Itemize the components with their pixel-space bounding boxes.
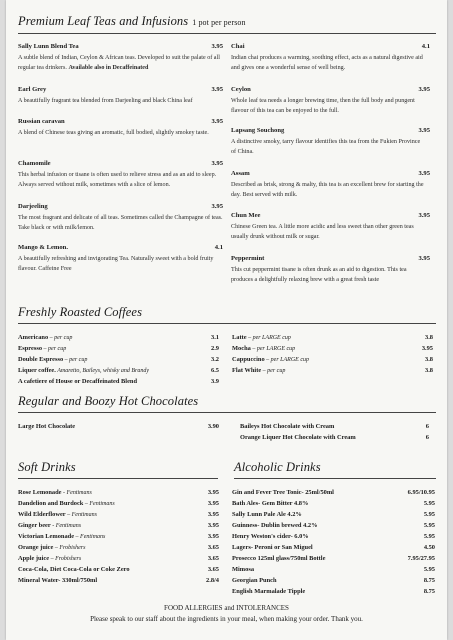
tea-price: 3.95 xyxy=(211,203,223,210)
item-name: Baileys Hot Chocolate with Cream xyxy=(240,423,335,430)
tea-description-text: A blend of Chinese teas giving an aromatic, full bodied, slightly smokey taste. xyxy=(18,130,209,136)
tea-description xyxy=(18,96,223,106)
menu-item xyxy=(232,334,291,341)
coffees-divider xyxy=(18,323,436,324)
menu-item xyxy=(18,334,72,341)
menu-item xyxy=(232,522,317,529)
item-price: 3.1 xyxy=(211,334,219,341)
item-price: 3.65 xyxy=(207,566,219,573)
tea-description xyxy=(18,53,223,73)
menu-item xyxy=(232,566,254,573)
tea-description xyxy=(231,265,426,285)
menu-item xyxy=(18,378,137,385)
tea-description xyxy=(231,222,426,242)
item-price: 3.95 xyxy=(207,511,219,518)
item-name: Sally Lunn Pale Ale 4.2% xyxy=(232,511,302,518)
item-price: 6.95/10.95 xyxy=(407,489,435,496)
item-price: 3.95 xyxy=(207,500,219,507)
menu-item xyxy=(18,522,81,529)
tea-description xyxy=(18,213,223,233)
alcohol-title: Alcoholic Drinks xyxy=(234,460,321,474)
tea-name: Assam xyxy=(231,170,250,177)
item-price: 3.65 xyxy=(207,555,219,562)
item-price: 6 xyxy=(425,423,429,430)
tea-price: 3.95 xyxy=(418,86,430,93)
tea-description xyxy=(18,170,223,190)
item-name: English Marmalade Tipple xyxy=(232,588,306,595)
item-price: 7.95/27.95 xyxy=(407,555,435,562)
menu-item xyxy=(232,588,305,595)
tea-name: Ceylon xyxy=(231,86,251,93)
item-name: Americano xyxy=(18,334,49,341)
chocolates-title: Regular and Boozy Hot Chocolates xyxy=(18,394,199,408)
tea-description-text: Whole leaf tea needs a longer brewing time, then the full body and pungent flavour of this tea can be enjoyed to the full. xyxy=(231,98,415,114)
item-note: – Frobishers xyxy=(53,545,86,551)
teas-title: Premium Leaf Teas and Infusions 1 pot per person xyxy=(18,14,246,28)
item-note: – Frobishers xyxy=(49,556,82,562)
menu-item xyxy=(232,367,285,374)
item-note: – Fentimans xyxy=(74,534,106,540)
item-name: Espresso xyxy=(18,345,43,352)
item-note: – Fentimans xyxy=(83,501,115,507)
tea-description-text: This herbal infusion or tisane is often used to relieve stress and as an aid to sleep. Always served without milk, sometimes with a slice of lemon. xyxy=(18,172,217,188)
item-price: 3.90 xyxy=(207,423,219,430)
tea-name: Chai xyxy=(231,43,245,50)
menu-item xyxy=(18,533,105,540)
tea-name: Darjeeling xyxy=(18,203,48,210)
tea-description xyxy=(18,254,223,274)
item-note: – Fentimans xyxy=(65,512,97,518)
menu-item xyxy=(232,511,302,518)
item-name: Mimosa xyxy=(232,566,255,573)
item-name: Rose Lemonade xyxy=(18,489,62,496)
item-name: Apple juice xyxy=(18,555,50,562)
item-name: Wild Elderflower xyxy=(18,511,66,518)
menu-item xyxy=(240,434,356,441)
item-name: Dandelion and Burdock xyxy=(18,500,84,507)
item-price: 3.2 xyxy=(211,356,219,363)
item-price: 3.95 xyxy=(421,345,433,352)
item-price: 8.75 xyxy=(423,577,435,584)
item-note: – per cup xyxy=(63,357,88,363)
tea-description-text: A subtle blend of Indian, Ceylon & African teas. Developed to suit the palate of all regular tea drinkers. xyxy=(18,55,220,71)
tea-description-text: Described as brisk, strong & malty, this tea is an excellent brew for starting the day. Best served with milk. xyxy=(231,182,424,198)
tea-description xyxy=(231,96,426,116)
item-name: Georgian Punch xyxy=(232,577,277,584)
alcohol-divider xyxy=(234,478,436,479)
menu-item xyxy=(18,500,115,507)
item-note: – per LARGE cup xyxy=(250,346,296,352)
tea-price: 4.1 xyxy=(421,43,430,50)
tea-description-text: A beautifully refreshing and invigorating Tea. Naturally sweet with a bold fruity flavour. Caffeine Free xyxy=(18,256,214,272)
item-price: 5.95 xyxy=(423,533,435,540)
item-name: Bath Ales- Gem Bitter 4.8% xyxy=(232,500,309,507)
coffees-title: Freshly Roasted Coffees xyxy=(18,305,143,319)
item-name: Mineral Water- 330ml/750ml xyxy=(18,577,98,584)
menu-item xyxy=(232,555,325,562)
item-price: 5.95 xyxy=(423,566,435,573)
tea-description-text: A distinctive smoky, tarry flavour identifies this tea from the Fukien Province of China. xyxy=(231,139,421,155)
menu-item xyxy=(18,577,97,584)
item-price: 3.8 xyxy=(425,334,433,341)
item-price: 2.9 xyxy=(211,345,219,352)
item-price: 3.95 xyxy=(207,533,219,540)
item-price: 5.95 xyxy=(423,500,435,507)
menu-item xyxy=(18,367,149,374)
tea-description xyxy=(18,128,223,138)
menu-item xyxy=(232,577,277,584)
menu-item xyxy=(18,345,66,352)
item-price: 5.95 xyxy=(423,511,435,518)
menu-item xyxy=(18,566,130,573)
chocolates-divider xyxy=(18,412,436,413)
item-price: 3.65 xyxy=(207,544,219,551)
menu-item xyxy=(232,544,313,551)
tea-price: 3.95 xyxy=(211,160,223,167)
teas-divider xyxy=(18,33,436,34)
tea-name: Russian caravan xyxy=(18,118,65,125)
tea-price: 3.95 xyxy=(418,255,430,262)
menu-item xyxy=(18,423,75,430)
item-price: 6 xyxy=(425,434,429,441)
item-name: Orange Liquer Hot Chocolate with Cream xyxy=(240,434,356,441)
tea-name: Chun Mee xyxy=(231,212,261,219)
decaf-note: Available also in Decaffeinated xyxy=(68,65,149,71)
teas-subtitle: 1 pot per person xyxy=(192,18,246,27)
soft-drinks-title: Soft Drinks xyxy=(18,460,76,474)
item-price: 3.9 xyxy=(211,378,219,385)
menu-item xyxy=(232,356,309,363)
item-price: 2.8/4 xyxy=(206,577,219,584)
item-name: Liquer coffee. xyxy=(18,367,56,374)
menu-page xyxy=(6,0,447,640)
menu-item xyxy=(18,544,85,551)
item-note: Amaretto, Baileys, whisky and Brandy xyxy=(55,368,150,374)
item-price: 4.50 xyxy=(423,544,435,551)
tea-description-text: The most fragrant and delicate of all teas. Sometimes called the Champagne of teas. Take black or with milk/lemon. xyxy=(18,215,223,231)
item-name: Prosecco 125ml glass/750ml Bottle xyxy=(232,555,326,562)
item-name: Guinness- Dublin brewed 4.2% xyxy=(232,522,318,529)
item-note: – per cup xyxy=(42,346,67,352)
tea-name: Earl Grey xyxy=(18,86,47,93)
item-name: Mocha xyxy=(232,345,251,352)
menu-item xyxy=(232,345,295,352)
item-price: 3.95 xyxy=(207,522,219,529)
tea-description xyxy=(231,180,426,200)
item-price: 8.75 xyxy=(423,588,435,595)
tea-description-text: Chinese Green tea. A little more acidic and less sweet than other green teas usually drunk without milk or sugar. xyxy=(231,224,414,240)
allergy-heading: FOOD ALLERGIES and INTOLERANCES xyxy=(164,604,289,612)
allergy-notice: Please speak to our staff about the ingredients in your meal, when making your order. Thank you. xyxy=(90,615,363,623)
item-name: Coca-Cola, Diet Coca-Cola or Coke Zero xyxy=(18,566,130,573)
tea-price: 3.95 xyxy=(211,43,223,50)
menu-item xyxy=(18,356,87,363)
tea-description xyxy=(231,137,426,157)
item-name: Ginger beer xyxy=(18,522,51,529)
item-price: 5.95 xyxy=(423,522,435,529)
item-note: – per LARGE cup xyxy=(246,335,291,341)
menu-item xyxy=(240,423,334,430)
menu-item xyxy=(232,489,334,496)
item-name: Flat White xyxy=(232,367,262,374)
item-name: Victorian Lemonade xyxy=(18,533,75,540)
tea-price: 3.95 xyxy=(418,170,430,177)
item-name: A cafetiere of House or Decaffeinated Blend xyxy=(18,378,138,385)
tea-name: Mango & Lemon. xyxy=(18,244,69,251)
item-note: – per cup xyxy=(48,335,73,341)
menu-item xyxy=(18,555,81,562)
item-note: – per cup xyxy=(261,368,286,374)
item-name: Henry Weston's cider- 6.0% xyxy=(232,533,309,540)
item-note: - Fentimans xyxy=(61,490,92,496)
menu-item xyxy=(232,533,309,540)
tea-price: 4.1 xyxy=(214,244,223,251)
tea-price: 3.95 xyxy=(418,127,430,134)
item-price: 3.95 xyxy=(207,489,219,496)
menu-item xyxy=(18,511,97,518)
item-name: Cappuccino xyxy=(232,356,265,363)
tea-description-text: A beautifully fragrant tea blended from Darjeeling and black China leaf xyxy=(18,98,193,104)
tea-name: Peppermint xyxy=(231,255,265,262)
item-name: Large Hot Chocolate xyxy=(18,423,76,430)
item-name: Double Espresso xyxy=(18,356,64,363)
item-price: 6.5 xyxy=(211,367,219,374)
tea-price: 3.95 xyxy=(211,86,223,93)
tea-price: 3.95 xyxy=(418,212,430,219)
tea-description-text: This cut peppermint tisane is often drunk as an aid to digestion. This tea produces a delightfully relaxing brew with a great fresh taste xyxy=(231,267,407,283)
item-price: 3.8 xyxy=(425,367,433,374)
tea-name: Sally Lunn Blend Tea xyxy=(18,43,79,50)
soft-drinks-divider xyxy=(18,478,218,479)
item-name: Latte xyxy=(232,334,247,341)
tea-name: Lapsang Souchong xyxy=(231,127,285,134)
tea-price: 3.95 xyxy=(211,118,223,125)
item-price: 3.8 xyxy=(425,356,433,363)
menu-item xyxy=(232,500,308,507)
item-name: Orange juice xyxy=(18,544,54,551)
item-note: – per LARGE cup xyxy=(264,357,309,363)
tea-description-text: Indian chai produces a warming, soothing effect, acts as a natural digestive aid and gives one a wonderful sense of well being. xyxy=(231,55,423,71)
item-note: - Fentimans xyxy=(50,523,82,529)
item-name: Lagers- Peroni or San Miguel xyxy=(232,544,313,551)
menu-item xyxy=(18,489,92,496)
tea-description xyxy=(231,53,426,73)
item-name: Gin and Fever Tree Tonic- 25ml/50ml xyxy=(232,489,334,496)
tea-name: Chamomile xyxy=(18,160,51,167)
